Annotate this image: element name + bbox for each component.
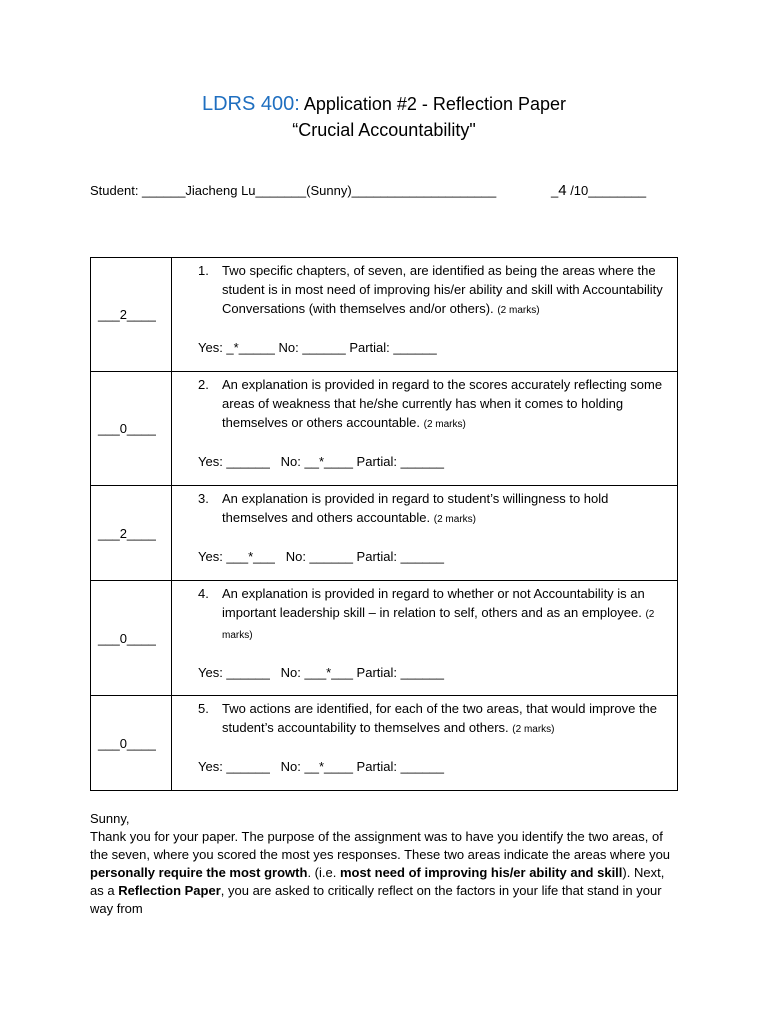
criterion-text: An explanation is provided in regard to whether or not Accountability is an important leadership skill – in relation to self, others and as an employee. <box>222 586 645 620</box>
feedback-greeting: Sunny, <box>90 811 130 826</box>
criterion-marks: (2 marks) <box>512 724 555 735</box>
rubric-row <box>91 372 678 486</box>
criterion-number: 1. <box>198 263 209 278</box>
criterion-response: Yes: _*_____ No: ______ Partial: ______ <box>198 340 437 355</box>
feedback-text: , you are asked to critically reflect on the factors in your life that stand in your way from <box>90 883 662 916</box>
criterion-marks: (2 marks) <box>433 514 476 525</box>
score-prefix: _ <box>551 183 559 198</box>
criterion-text: Two specific chapters, of seven, are identified as being the areas where the student is in most need of improving his/er ability and skill with Accountability Conversations (with themselves and/or others). <box>222 263 663 316</box>
criterion-text: An explanation is provided in regard to student’s willingness to hold themselves and others accountable. <box>222 491 609 525</box>
row-criterion <box>172 696 678 791</box>
course-code: LDRS 400: <box>201 93 300 115</box>
criterion-marks: (2 marks) <box>222 609 655 641</box>
feedback-paragraph <box>90 828 680 918</box>
feedback-emphasis: personally require the most growth <box>90 865 308 880</box>
criterion-number: 2. <box>198 377 209 392</box>
total-score <box>551 182 646 200</box>
criterion-response: Yes: ___*___ No: ______ Partial: ______ <box>198 549 444 564</box>
row-mark: ___2____ <box>91 486 172 581</box>
rubric-row <box>91 258 678 372</box>
document-title <box>0 92 768 116</box>
row-mark: ___0____ <box>91 581 172 696</box>
assignment-title: Application #2 - Reflection Paper <box>303 94 566 114</box>
row-criterion <box>172 486 678 581</box>
feedback-text: Thank you for your paper. The purpose of the assignment was to have you identify the two areas, of the seven, where you scored the most yes responses. These two areas indicate the areas where you <box>90 829 671 862</box>
rubric-row <box>91 696 678 791</box>
criterion-number: 3. <box>198 491 209 506</box>
rubric-row <box>91 486 678 581</box>
criterion-number: 5. <box>198 701 209 716</box>
criterion-marks: (2 marks) <box>497 305 540 316</box>
row-mark: ___0____ <box>91 696 172 791</box>
criterion-text: Two actions are identified, for each of the two areas, that would improve the student’s accountability to themselves and others. <box>222 701 658 735</box>
rubric-table <box>90 257 678 791</box>
criterion-response: Yes: ______ No: __*____ Partial: ______ <box>198 759 444 774</box>
criterion-text: An explanation is provided in regard to the scores accurately reflecting some areas of weakness that he/she currently has when it comes to holding themselves or others accountable. <box>222 377 663 430</box>
rubric-row <box>91 581 678 696</box>
feedback-text: ). Next, as a <box>90 865 665 898</box>
row-mark: ___2____ <box>91 258 172 372</box>
instructor-feedback <box>90 810 680 918</box>
feedback-emphasis: most need of improving his/er ability and skill <box>339 865 623 880</box>
criterion-response: Yes: ______ No: ___*___ Partial: ______ <box>198 665 444 680</box>
document-subtitle: “Crucial Accountability" <box>292 120 476 140</box>
criterion-marks: (2 marks) <box>423 419 466 430</box>
criterion-response: Yes: ______ No: __*____ Partial: ______ <box>198 454 444 469</box>
student-name-line: Student: ______Jiacheng Lu_______(Sunny)____________________ <box>90 183 497 198</box>
feedback-emphasis: Reflection Paper <box>118 883 221 898</box>
score-value: 4 <box>558 182 567 199</box>
score-suffix: /10________ <box>566 183 647 198</box>
row-criterion <box>172 372 678 486</box>
row-criterion <box>172 258 678 372</box>
feedback-text: . (i.e. <box>307 865 340 880</box>
row-mark: ___0____ <box>91 372 172 486</box>
criterion-number: 4. <box>198 586 209 601</box>
row-criterion <box>172 581 678 696</box>
